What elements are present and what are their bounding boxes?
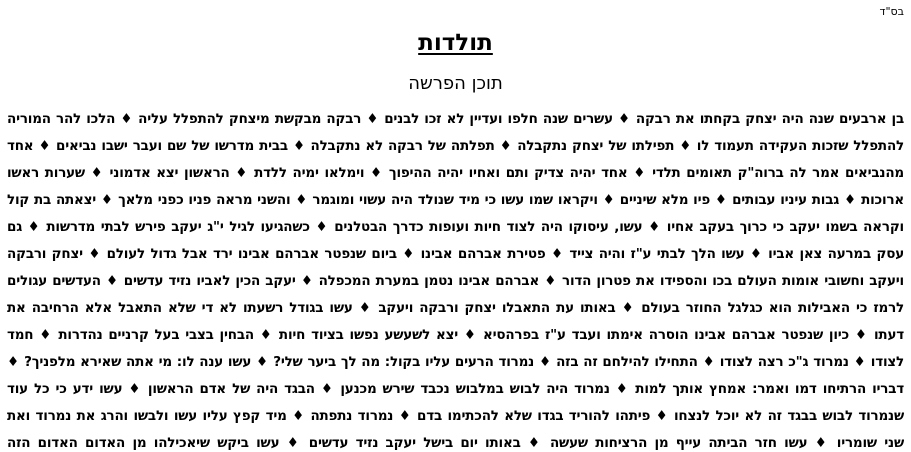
body-line-clipped: שני שומריו ♦ עשו חזר הביתה עייף מן הרציחות שעשה ♦ באותו יום בישל יעקב נזיד עדשים ♦ עשו ביקש שיאכילהו מן האדום האדום הזה (7, 435, 904, 451)
page-title-text: תולדות (418, 30, 493, 56)
body-line: ויעקב וחשובי אומות העולם בכו והספידו את פטרון הדור ♦ אברהם אבינו נטמן במערת המכפלה ♦ יעקב הכין לאביו נזיד עדשים ♦ העדשים עגולים (7, 273, 904, 289)
body-line: לצודו ♦ נמרוד ג"כ רצה לצודו ♦ התחילו להילחם זה בזה ♦ נמרוד הרעים עליו בקול: מה לך ביער שלי? ♦ עשו ענה לו: מי אתה שאירא מלפניך? ♦ (7, 354, 904, 370)
parsha-summary-text (7, 106, 904, 452)
page-subtitle: תוכן הפרשה (408, 73, 503, 94)
body-line: לרמז כי האבילות הוא כגלגל החוזר בעולם ♦ באותו עת התאבלו יצחק ורבקה ויעקב ♦ עשו בגודל רשעתו לא די שלא התאבל אלא הרחיבה את (7, 300, 904, 316)
body-line: דבריו הרתיחו דמו ואמר: אמחץ אותך למות ♦ נמרוד היה לבוש במלבוש נכבד שירש מכנען ♦ הבגד היה של אדם הראשון ♦ עשו ידע כי כל עוד (7, 381, 904, 397)
body-line: ארוכות ♦ גבות עיניו עבותים ♦ פיו מלא שיניים ♦ ויקראו שמו עשו כי מיד שנולד היה עשוי ומוגמר ♦ והשני מראה פניו כפני מלאך ♦ יצאתה בת קול (7, 192, 904, 208)
body-line: להתפלל שזכות העקידה תעמוד לו ♦ תפילתו של יצחק נתקבלה ♦ תפלתה של רבקה לא נתקבלה ♦ בבית מדרשו של שם ועבר ישבו נביאים ♦ אחד (7, 138, 904, 154)
besiyata-header: בס"ד (879, 5, 904, 18)
body-line: דעתו ♦ כיון שנפטר אברהם אבינו הוסרה אימתו ועבד ע"ז בפרהסיא ♦ יצא לשעשע נפשו בציוד חיות ♦ הבחין בצבי בעל קרניים נהדרות ♦ חמד (7, 327, 904, 343)
body-line: שנמרוד לבוש בבגד זה לא יוכל לנצחו ♦ פיתהו להוריד בגדו שלא להכתימו בדם ♦ נמרוד נתפתה ♦ מיד קפץ עליו עשו ולבשו והרג את נמרוד ואת (7, 408, 904, 424)
body-line: עסק במרעה צאן אביו ♦ עשו הלך לבתי ע"ז והיה צייד ♦ פטירת אברהם אבינו ♦ ביום שנפטר אברהם אבינו ירד אבל גדול לעולם ♦ יצחק ורבקה (7, 246, 904, 262)
body-line: מהנביאים אמר לה ברוה"ק תאומים תלדי ♦ אחד יהיה צדיק ותם ואחיו יהיה ההיפוך ♦ וימלאו ימיה ללדת ♦ הראשון יצא אדמוני ♦ שערות ראשו (7, 165, 904, 181)
page-title (0, 0, 911, 56)
body-line: וקראה בשמו יעקב כי כרוך בעקב אחיו ♦ עשו, עיסוקו היה לצוד חיות ועופות כדרך הבטלנים ♦ כשהגיעו לגיל י"ג יעקב פירש לבתי מדרשות ♦ גם (7, 219, 904, 235)
body-line: בן ארבעים שנה היה יצחק בקחתו את רבקה ♦ עשרים שנה חלפו ועדיין לא זכו לבנים ♦ רבקה מבקשת מיצחק להתפלל עליה ♦ הלכו להר המוריה (7, 111, 904, 127)
